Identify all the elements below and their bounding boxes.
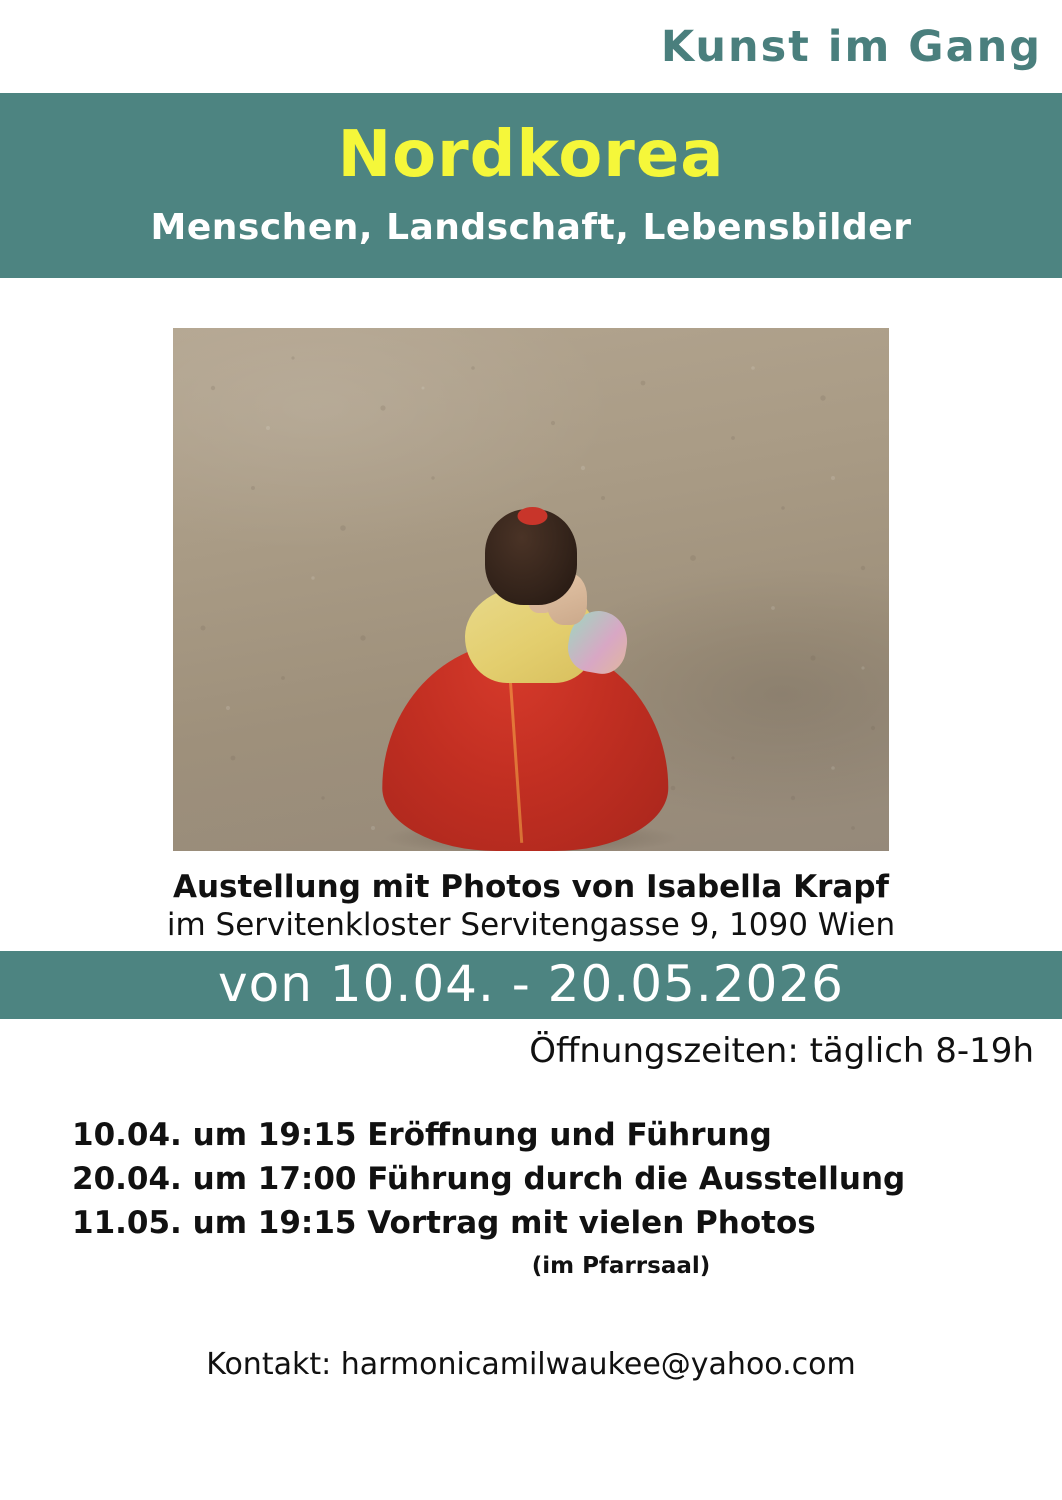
photo-subject-skirt-fold	[508, 673, 523, 843]
series-title: Kunst im Gang	[660, 21, 1042, 72]
photographer-credit: Austellung mit Photos von Isabella Krapf	[172, 868, 890, 905]
exhibition-dates: von 10.04. - 20.05.2026	[218, 954, 844, 1013]
opening-hours: Öffnungszeiten: täglich 8-19h	[529, 1030, 1034, 1071]
list-item: 10.04. um 19:15 Eröffnung und Führung	[72, 1116, 772, 1153]
events-list	[0, 1113, 1062, 1245]
photo-container	[0, 328, 1062, 851]
exhibition-photo	[173, 328, 889, 851]
venue-address: im Servitenkloster Servitengasse 9, 1090 Wien	[166, 906, 896, 943]
page-title: Nordkorea	[337, 118, 725, 192]
date-band	[0, 951, 1062, 1019]
contact-line: Kontakt: harmonicamilwaukee@yahoo.com	[206, 1346, 856, 1382]
list-item: 20.04. um 17:00 Führung durch die Ausstellung	[72, 1160, 906, 1197]
venue-hall-note: (im Pfarrsaal)	[531, 1252, 711, 1279]
photo-subject-hairtie	[518, 507, 548, 525]
list-item: 11.05. um 19:15 Vortrag mit vielen Photos	[72, 1204, 816, 1241]
title-band	[0, 93, 1062, 278]
photo-subject-child	[381, 511, 681, 851]
poster-header	[0, 0, 1062, 93]
page-subtitle: Menschen, Landschaft, Lebensbilder	[150, 206, 912, 248]
